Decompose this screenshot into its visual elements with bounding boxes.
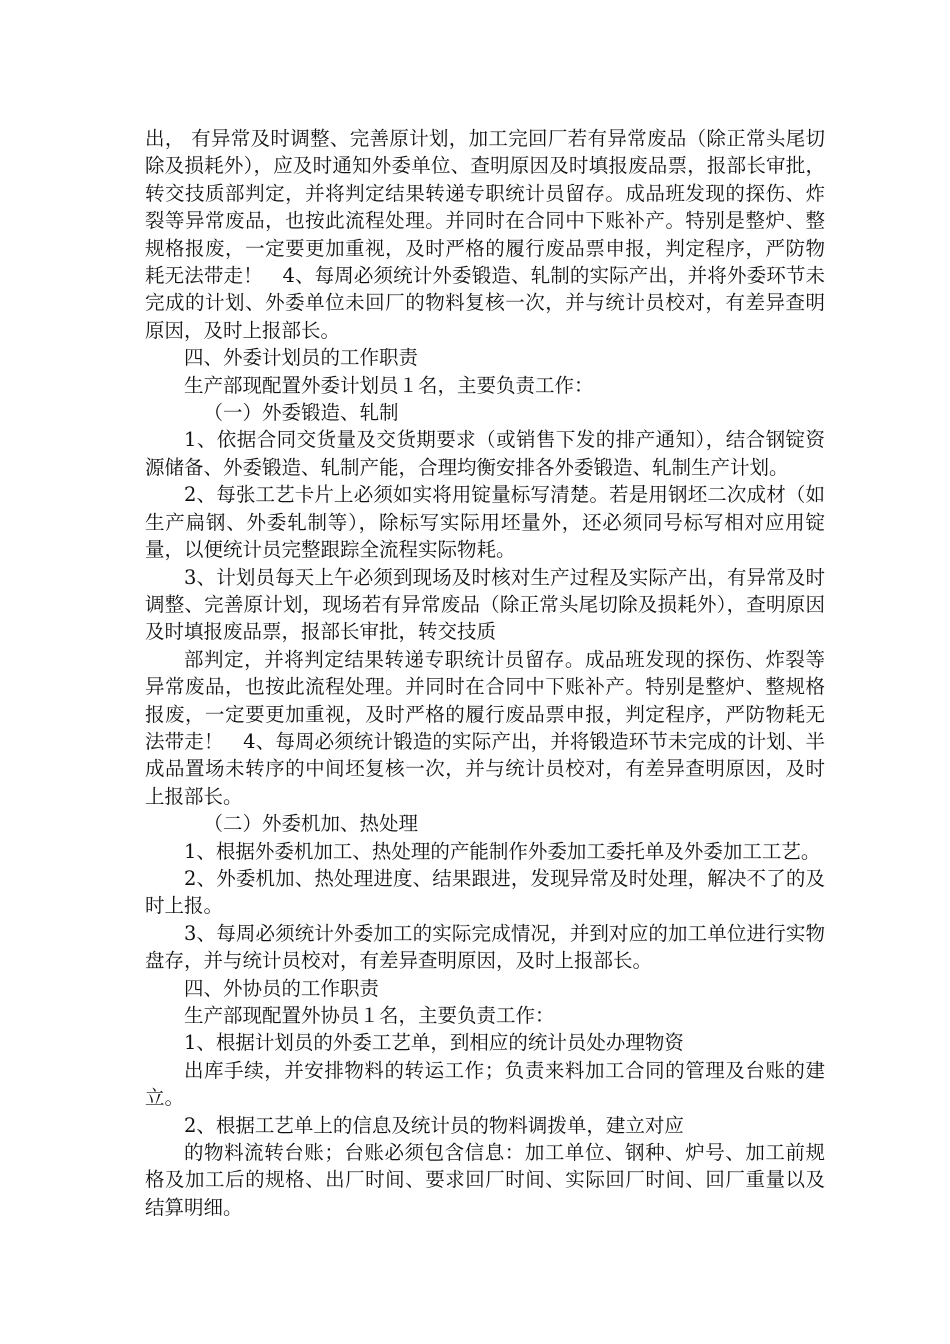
document-body	[145, 125, 825, 1221]
paragraph-continuation-report-process: 出， 有异常及时调整、完善原计划，加工完回厂若有异常废品（除正常头尾切除及损耗外），应及时通知外委单位、查明原因及时填报废品票，报部长审批，转交技质部判定，并将判定结果转递专职统计员留存。成品班发现的探伤、炸裂等异常废品，也按此流程处理。并同时在合同中下账补产。特别是整炉、整规格报废，一定要更加重视，及时严格的履行废品票申报，判定程序，严防物耗无法带走！ 4、每周必须统计外委锻造、轧制的实际产出，并将外委环节未完成的计划、外委单位未回厂的物料复核一次，并与统计员校对，有差异查明原因，及时上报部长。	[145, 127, 825, 342]
paragraph-coordinator-staffing: 生产部现配置外协员１名，主要负责工作：	[184, 1004, 555, 1027]
subsection-heading-forging-rolling: （一）外委锻造、轧制	[203, 401, 399, 425]
paragraph-item-3-continued: 部判定，并将判定结果转递专职统计员留存。成品班发现的探伤、炸裂等异常废品，也按此流程处理。并同时在合同中下账补产。特别是整炉、整规格报废，一定要更加重视，及时严格的履行废品票申报，判定程序，严防物耗无法带走！ 4、每周必须统计锻造的实际产出，并将锻造环节未完成的计划、半成品置场未转序的中间坯复核一次，并与统计员校对，有差异查明原因，及时上报部长。	[145, 647, 825, 808]
paragraph-machining-item-3: 3、每周必须统计外委加工的实际完成情况，并到对应的加工单位进行实物盘存，并与统计员校对，有差异查明原因，及时上报部长。	[145, 921, 825, 973]
paragraph-machining-item-2: 2、外委机加、热处理进度、结果跟进，发现异常及时处理，解决不了的及时上报。	[145, 866, 825, 918]
paragraph-coordinator-item-1-continued: 出库手续，并安排物料的转运工作；负责来料加工合同的管理及台账的建立。	[145, 1058, 825, 1110]
paragraph-item-1-schedule: 1、依据合同交货量及交货期要求（或销售下发的排产通知），结合钢锭资源储备、外委锻造、轧制产能，合理均衡安排各外委锻造、轧制生产计划。	[145, 428, 825, 479]
paragraph-coordinator-item-2-continued: 的物料流转台账；台账必须包含信息：加工单位、钢种、炉号、加工前规格及加工后的规格、出厂时间、要求回厂时间、实际回厂时间、回厂重量以及结算明细。	[145, 1141, 825, 1219]
paragraph-planner-staffing: 生产部现配置外委计划员１名，主要负责工作：	[184, 373, 594, 397]
paragraph-item-2-process-card: 2、每张工艺卡片上必须如实将用锭量标写清楚。若是用钢坯二次成材（如生产扁钢、外委轧制等），除标写实际用坯量外，还必须同号标写相对应用锭量，以便统计员完整跟踪全流程实际物耗。	[145, 483, 825, 562]
paragraph-machining-item-1: 1、根据外委机加工、热处理的产能制作外委加工委托单及外委加工工艺。	[184, 839, 821, 863]
subsection-heading-machining-heat: （二）外委机加、热处理	[203, 812, 419, 836]
section-heading-outsourcing-planner: 四、外委计划员的工作职责	[184, 346, 419, 370]
paragraph-item-3-site-check: 3、计划员每天上午必须到现场及时核对生产过程及实际产出，有异常及时调整、完善原计划，现场若有异常废品（除正常头尾切除及损耗外），查明原因及时填报废品票，报部长审批，转交技质	[145, 565, 825, 644]
section-heading-external-coordinator: 四、外协员的工作职责	[184, 976, 380, 1000]
paragraph-coordinator-item-2: 2、根据工艺单上的信息及统计员的物料调拨单，建立对应	[184, 1113, 684, 1137]
paragraph-coordinator-item-1: 1、根据计划员的外委工艺单，到相应的统计员处办理物资	[184, 1031, 684, 1055]
